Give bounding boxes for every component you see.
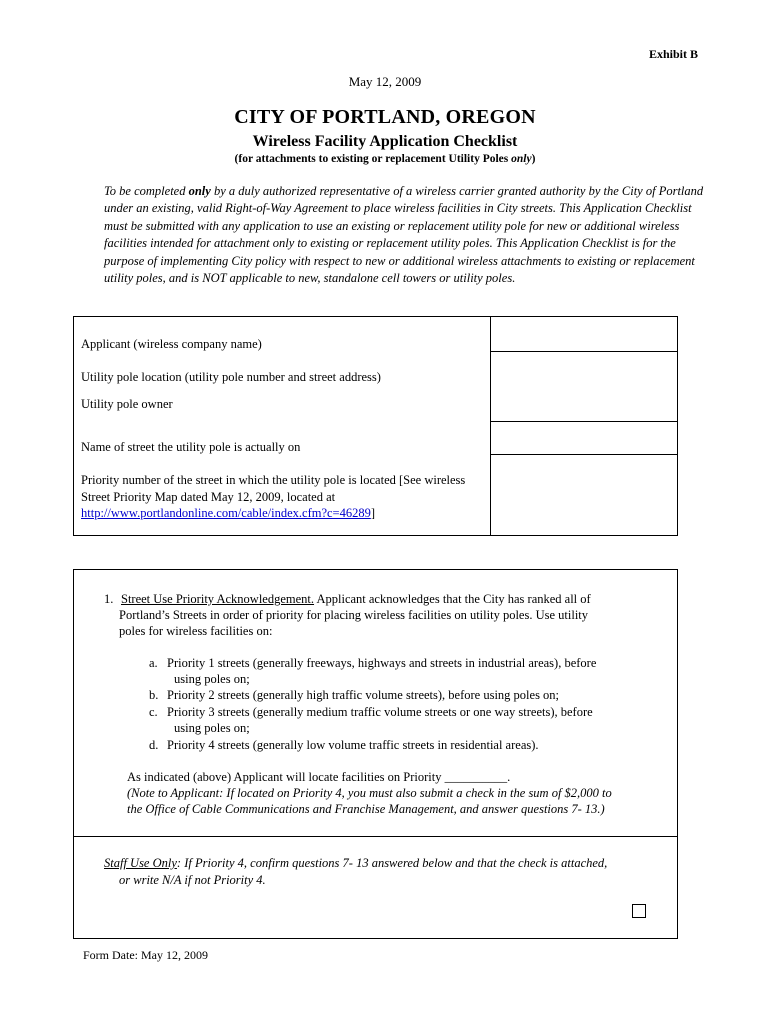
- document-date: May 12, 2009: [348, 74, 422, 89]
- acknowledgement-section: [73, 569, 678, 939]
- exhibit-label: Exhibit B: [648, 47, 698, 61]
- priority-map-link[interactable]: http://www.portlandonline.com/cable/index.cfm?c=46289: [81, 506, 371, 520]
- pole-owner-label: Utility pole owner: [81, 397, 173, 411]
- intro-part2: by a duly authorized representative of a wireless carrier granted authority by the City of Portland under an existing, valid Right-of-Way Agreement to place wireless facilities in City streets. This Application Checklist must be submitted with any application to use an existing or replacement utility pole for new or additional wireless facilities intended for attachment only to existing or replacement utility poles. This Application Checklist is for the purpose of implementing City policy with respect to new or additional wireless attachments to existing or replacement utility poles, and is NOT applicable to new, standalone cell towers or utility poles.: [104, 184, 704, 286]
- subnote-prefix: (for attachments to existing or replacement Utility Poles: [234, 153, 512, 165]
- row-divider: [490, 351, 677, 352]
- column-divider: [490, 317, 491, 535]
- page-title: CITY OF PORTLAND, OREGON: [234, 106, 536, 128]
- priority-item-line: using poles on;: [174, 672, 250, 686]
- street-name-label: Name of street the utility pole is actually on: [81, 440, 301, 454]
- subnote-emphasis: only: [511, 153, 532, 165]
- ack-line2: Portland’s Streets in order of priority for placing wireless facilities on utility poles. Use utility: [119, 608, 589, 622]
- priority-number-label: [81, 472, 476, 522]
- intro-bold: only: [188, 184, 211, 198]
- applicant-note-line1: (Note to Applicant: If located on Priority 4, you must also submit a check in the sum of $2,000 to: [127, 786, 612, 800]
- priority-item-line: using poles on;: [174, 721, 250, 735]
- priority-text: Priority number of the street in which the utility pole is located [See wireless Street Priority Map dated May 12, 2009, located at: [81, 473, 466, 504]
- priority-item-marker: d.: [149, 738, 159, 752]
- section-divider: [74, 836, 677, 837]
- page-subtitle: Wireless Facility Application Checklist: [252, 133, 518, 150]
- applicant-label: Applicant (wireless company name): [81, 337, 262, 351]
- ack-line1: [121, 591, 666, 607]
- priority-indicated-line: As indicated (above) Applicant will locate facilities on Priority __________.: [127, 770, 511, 784]
- subnote-suffix: ): [531, 153, 536, 165]
- applicant-note-line2: the Office of Cable Communications and Franchise Management, and answer questions 7- 13.): [127, 802, 605, 816]
- priority-item-marker: c.: [149, 705, 158, 719]
- priority-item-line: Priority 1 streets (generally freeways, highways and streets in industrial areas), before: [167, 656, 597, 670]
- priority-item-line: Priority 3 streets (generally medium traffic volume streets or one way streets), before: [167, 705, 593, 719]
- staff-use-line2: or write N/A if not Priority 4.: [119, 873, 266, 887]
- applicant-info-table: [73, 316, 678, 536]
- subtitle-note: [0, 153, 770, 165]
- priority-close: ]: [370, 506, 376, 520]
- section-number: 1.: [104, 592, 114, 606]
- row-divider: [490, 454, 677, 455]
- staff-use-line1: [104, 855, 674, 871]
- priority-item-marker: a.: [149, 656, 158, 670]
- intro-paragraph: [104, 183, 704, 287]
- row-divider: [490, 421, 677, 422]
- priority-item-line: Priority 2 streets (generally high traffic volume streets), before using poles on;: [167, 688, 560, 702]
- priority-item-marker: b.: [149, 688, 159, 702]
- ack-line3: poles for wireless facilities on:: [119, 624, 273, 638]
- priority-item-line: Priority 4 streets (generally low volume traffic streets in residential areas).: [167, 738, 539, 752]
- staff-use-rest: : If Priority 4, confirm questions 7- 13 answered below and that the check is attached,: [176, 856, 608, 870]
- staff-confirm-checkbox[interactable]: [632, 904, 646, 918]
- form-date-footer: Form Date: May 12, 2009: [83, 948, 208, 962]
- pole-location-label: Utility pole location (utility pole number and street address): [81, 370, 381, 384]
- intro-part1: To be completed: [104, 184, 189, 198]
- staff-use-label: Staff Use Only: [104, 856, 177, 870]
- ack-heading: Street Use Priority Acknowledgement.: [121, 592, 315, 606]
- ack-line1-rest: Applicant acknowledges that the City has ranked all of: [314, 592, 591, 606]
